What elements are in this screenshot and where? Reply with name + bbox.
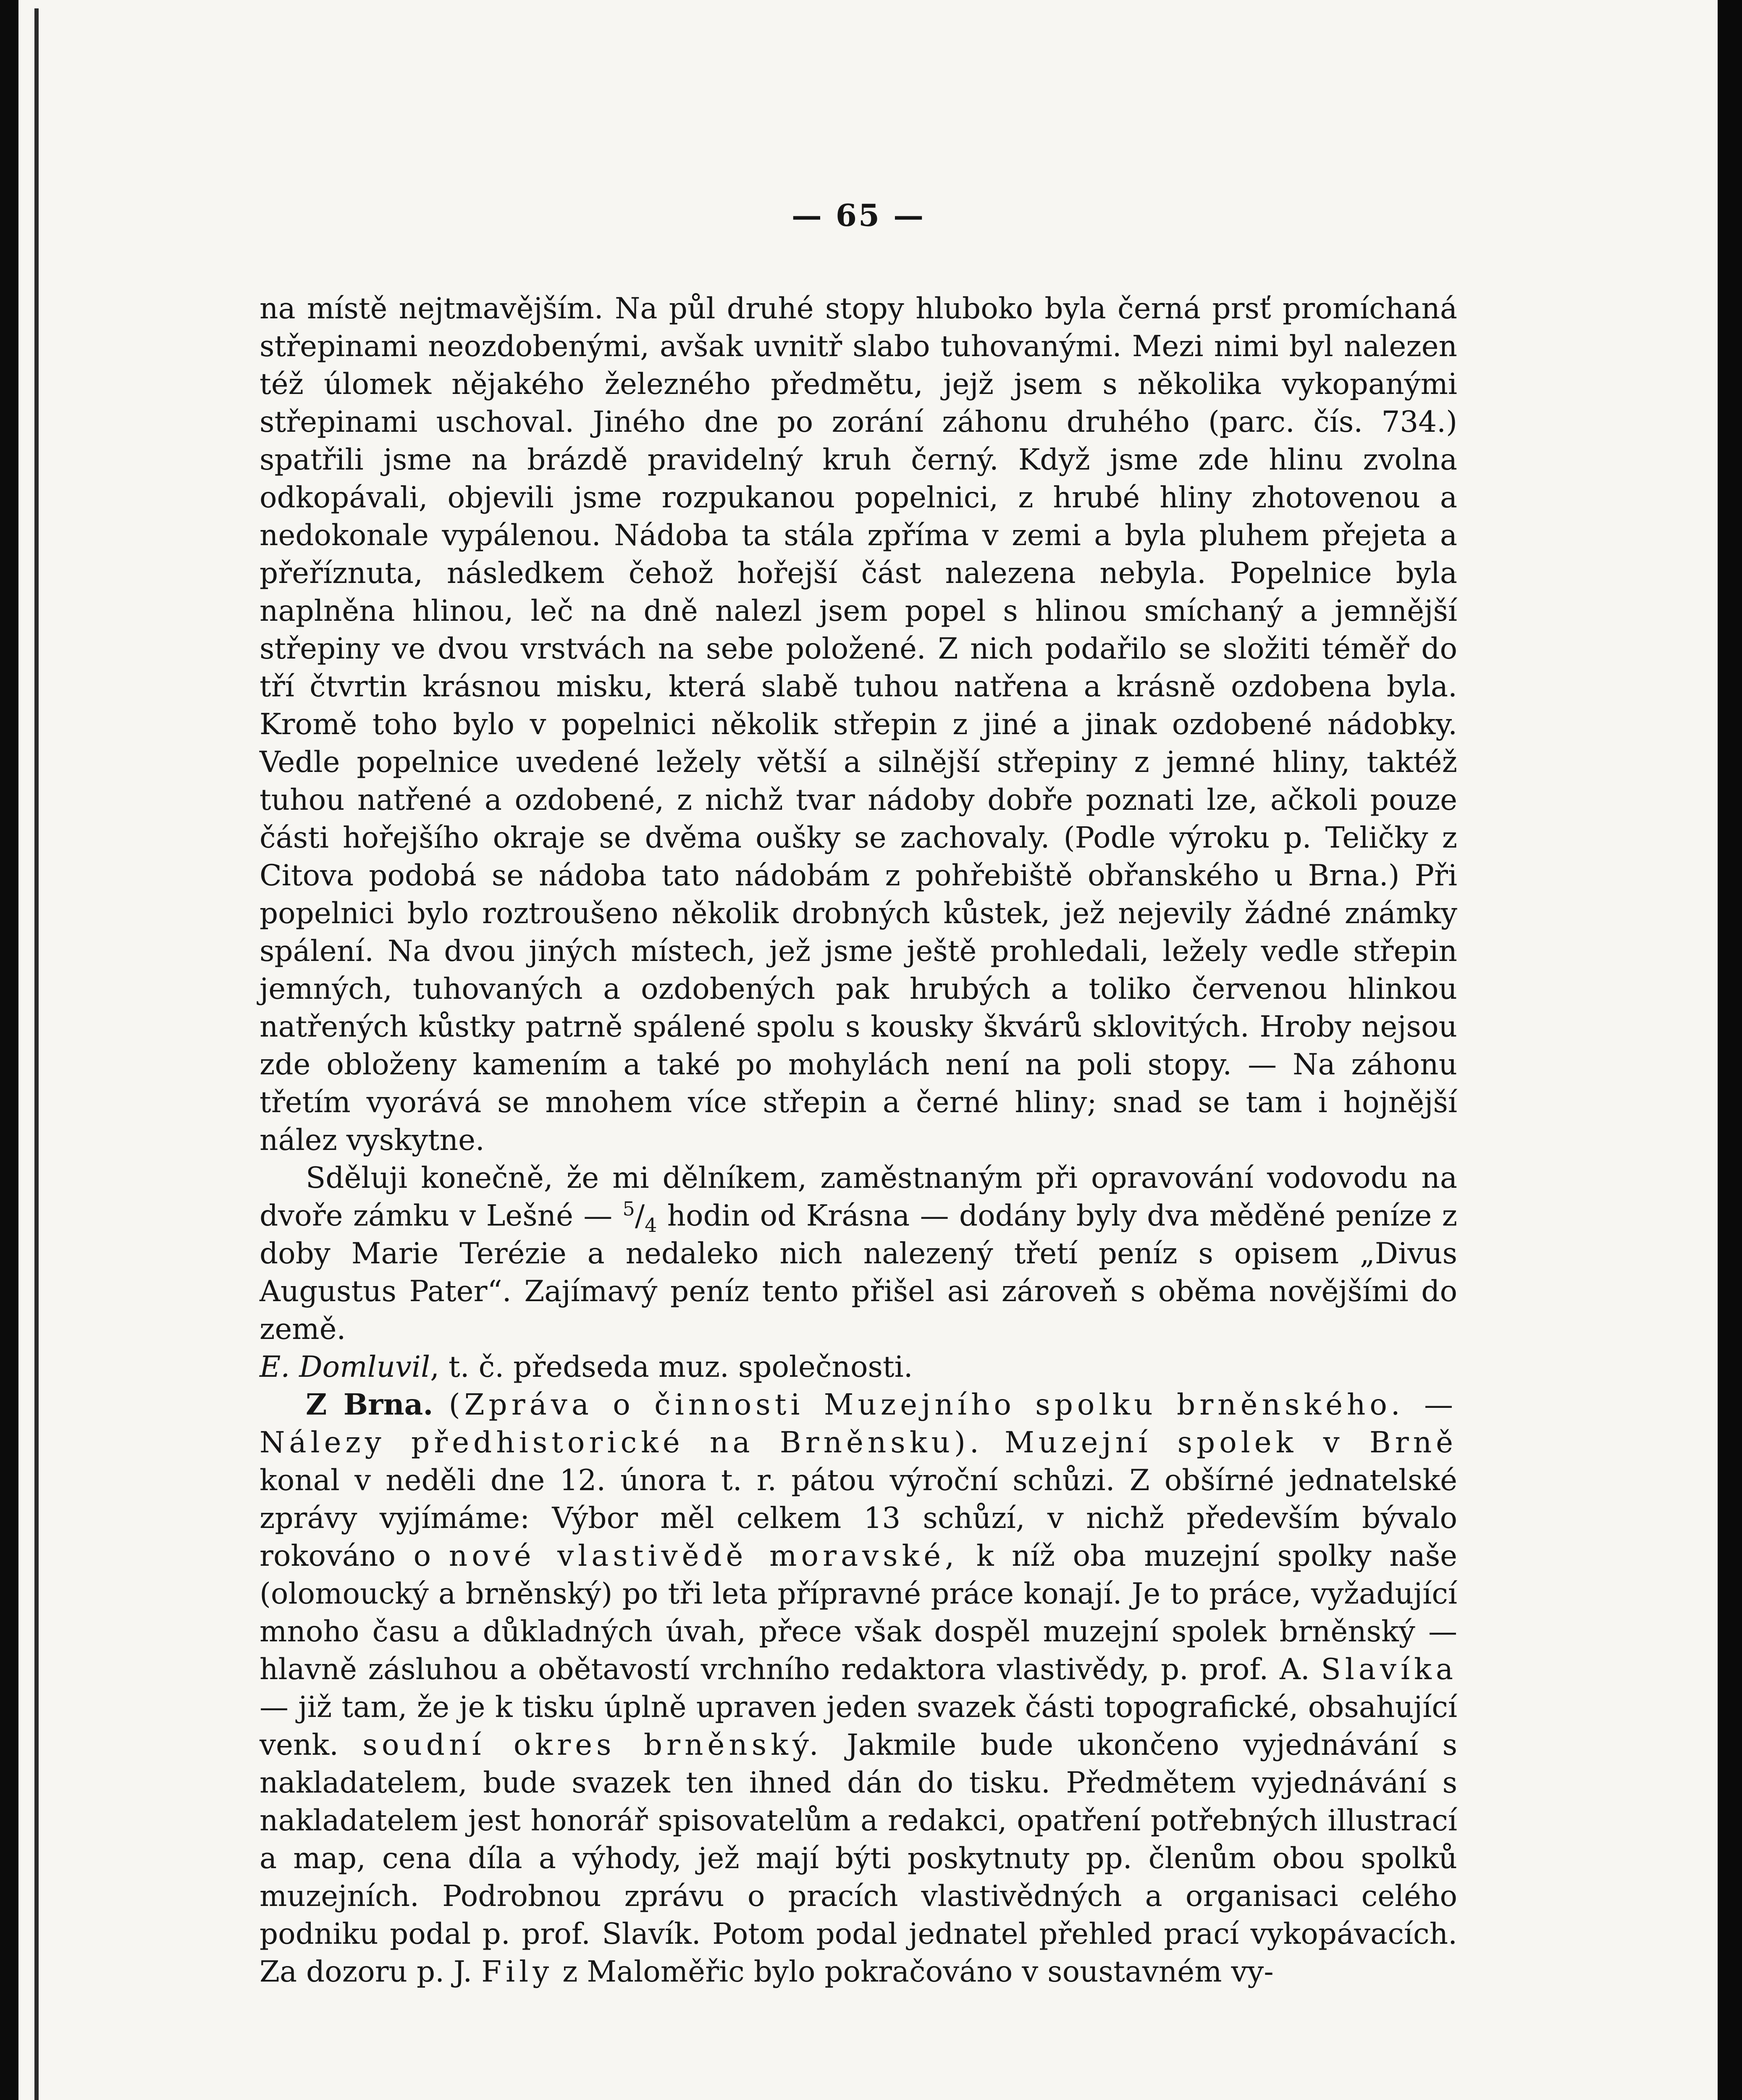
signature-title: , t. č. předseda muz. společnosti. — [430, 1350, 913, 1384]
fraction-separator: / — [635, 1199, 645, 1233]
spaced-text-2: Muzejní spolek v Brně — [1005, 1426, 1457, 1460]
section-text-3: — již tam, že je k tisku úplně upraven jeden svazek části topografické, obsahující venk. — [260, 1690, 1457, 1762]
spaced-text-4: Slavíka — [1321, 1653, 1457, 1686]
page — [260, 197, 1457, 1991]
signature-name: E. Domluvil — [260, 1350, 430, 1384]
section-text-2: k níž oba muzejní spolky naše (olomoucký a brněnský) po tři leta přípravné práce konají. Je to práce, vyžadující mnoho času a důkladných úvah, přece však dospěl muzejní spolek brněnský — hlavně zásluhou a obětavostí vrchního redaktora vlastivědy, p. prof. A. — [260, 1539, 1458, 1686]
paragraph-2-end: hodin od Krásna — dodány byly dva měděné peníze z doby Marie Terézie a nedaleko nich nalezený třetí peníz s opisem „Divus Augustus Pater“. Zajímavý peníz tento přišel asi zároveň s oběma novějšími do země. — [260, 1199, 1457, 1346]
scan-edge-left — [0, 0, 18, 2100]
spaced-text-1: (Zpráva o činnosti Muzejního spolku brněnského. — Nálezy předhistorické na Brněnsku). — [260, 1388, 1457, 1460]
fraction-numerator: 5 — [622, 1197, 635, 1220]
spaced-text-6: Fily — [481, 1955, 554, 1989]
spaced-text-5: soudní okres brněnský. — [362, 1728, 823, 1762]
paragraph-1: na místě nejtmavějším. Na půl druhé stopy hluboko byla černá prsť promíchaná střepinami neozdobenými, avšak uvnitř slabo tuhovanými. Mezi nimi byl nalezen též úlomek nějakého železného předmětu, jejž jsem s několika vykopanými střepinami uschoval. Jiného dne po zorání záhonu druhého (parc. čís. 734.) spatřili jsme na brázdě pravidelný kruh černý. Když jsme zde hlinu zvolna odkopávali, objevili jsme rozpukanou popelnici, z hrubé hliny zhotovenou a nedokonale vypálenou. Nádoba ta stála zpříma v zemi a byla pluhem přejeta a přeříznuta, následkem čehož hořejší část nalezena nebyla. Popelnice byla naplněna hlinou, leč na dně nalezl jsem popel s hlinou smíchaný a jemnější střepiny ve dvou vrstvách na sebe položené. Z nich podařilo se složiti téměř do tří čtvrtin krásnou misku, která slabě tuhou natřena a krásně ozdobena byla. Kromě toho bylo v popelnici několik střepin z jiné a jinak ozdobené nádobky. Vedle popelnice uvedené ležely větší a silnější střepiny z jemné hliny, taktéž tuhou natřené a ozdobené, z nichž tvar nádoby dobře poznati lze, ačkoli pouze části hořejšího okraje se dvěma oušky se zachovaly. (Podle výroku p. Teličky z Citova podobá se nádoba tato nádobám z pohřebiště obřanského u Brna.) Při popelnici bylo roztroušeno několik drobných kůstek, jež nejevily žádné známky spálení. Na dvou jiných místech, jež jsme ještě prohledali, ležely vedle střepin jemných, tuhovaných a ozdobených pak hrubých a toliko červenou hlinkou natřených kůstky patrně spálené spolu s kousky škvárů sklovitých. Hroby nejsou zde obloženy kamením a také po mohylách není na poli stopy. — Na záhonu třetím vyorává se mnohem více střepin a černé hliny; snad se tam i hojnější nález vyskytne. — [260, 292, 1457, 1157]
section-heading: Z Brna. — [306, 1388, 433, 1422]
section-text-1: konal v neděli dne 12. února t. r. pátou výroční schůzi. Z obšírné jednatelské zprávy vyjímáme: Výbor měl celkem 13 schůzí, v nichž především bývalo rokováno o — [260, 1464, 1457, 1573]
page-number: — 65 — — [791, 197, 926, 233]
scan-edge-right — [1718, 0, 1742, 2100]
section-text-5: z Maloměřic bylo pokračováno v soustavném vy- — [562, 1955, 1274, 1989]
paragraph-2 — [260, 1159, 1457, 1348]
paragraph-2-start: Sděluji konečně, že mi dělníkem, zaměstnaným při opravování vodovodu na dvoře zámku v Lešné — — [260, 1161, 1457, 1233]
scan-binding-line — [34, 8, 39, 2100]
signature — [260, 1348, 1457, 1386]
section-text-4: Jakmile bude ukončeno vyjednávání s nakladatelem, bude svazek ten ihned dán do tisku. Předmětem vyjednávání s nakladatelem jest honorář spisovatelům a redakci, opatření potřebných illustrací a map, cena díla a výhody, jež mají býti poskytnuty pp. členům obou spolků muzejních. Podrobnou zprávu o pracích vlastivědných a organisaci celého podniku podal p. prof. Slavík. Potom podal jednatel přehled prací vykopávacích. Za dozoru p. J. — [260, 1728, 1457, 1989]
fraction-denominator: 4 — [645, 1213, 657, 1236]
spaced-text-3: nové vlastivědě moravské, — [449, 1539, 959, 1573]
section-brno — [260, 1386, 1457, 1991]
body-text — [260, 290, 1457, 1991]
